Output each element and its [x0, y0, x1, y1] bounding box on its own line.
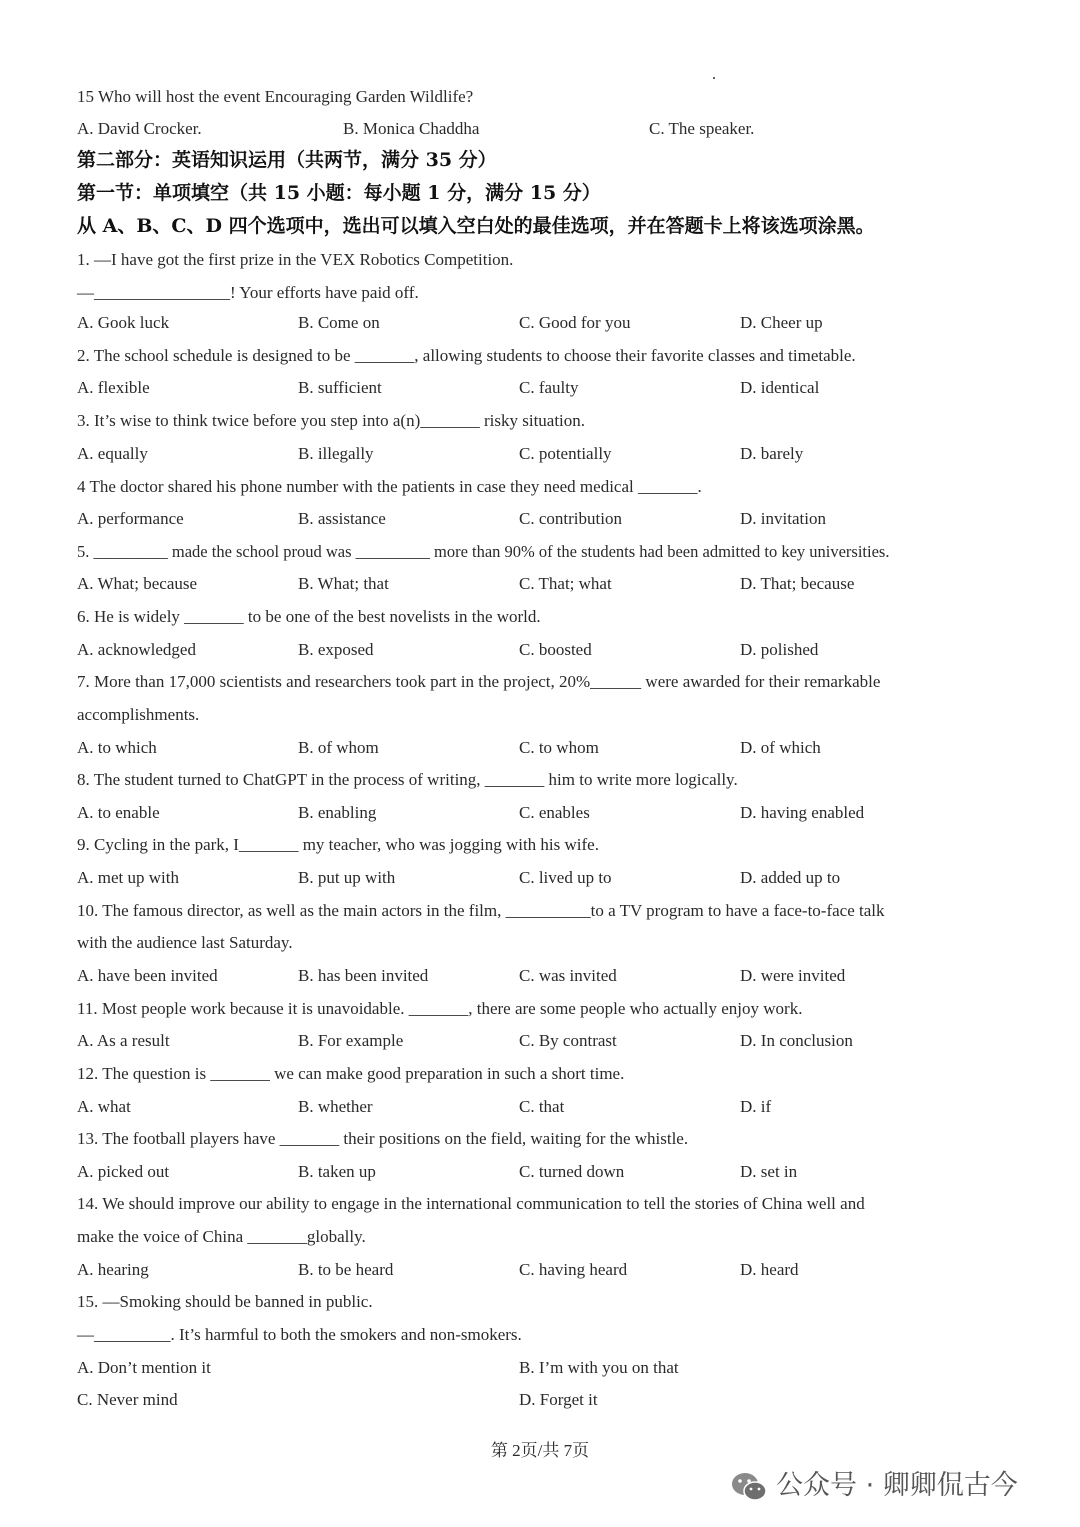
scan-speck: [713, 77, 715, 79]
question-13-option-a: A. picked out: [77, 1162, 170, 1181]
question-10-option-b: B. has been invited: [298, 966, 429, 985]
question-8-option-b: B. enabling: [298, 803, 377, 822]
question-6-option-c: C. boosted: [519, 640, 592, 659]
question-14-option-b: B. to be heard: [298, 1260, 394, 1279]
question-11-option-c: C. By contrast: [519, 1031, 617, 1050]
question-11-option-a: A. As a result: [77, 1031, 170, 1050]
question-6-option-a: A. acknowledged: [77, 640, 196, 659]
question-3-line-1: 3. It’s wise to think twice before you step into a(n)_______ risky situation.: [77, 411, 586, 430]
question-11-option-d: D. In conclusion: [740, 1031, 853, 1050]
section1-heading: 第一节：单项填空（共 15 小题：每小题 1 分，满分 15 分）: [77, 182, 601, 204]
question-1-line-1: 1. —I have got the first prize in the VEX Robotics Competition.: [77, 250, 514, 269]
question-14-option-c: C. having heard: [519, 1260, 628, 1279]
question-12-option-a: A. what: [77, 1097, 131, 1116]
question-11-line-1: 11. Most people work because it is unavoidable. _______, there are some people who actually enjoy work.: [77, 999, 803, 1018]
question-15-line-1: 15. —Smoking should be banned in public.: [77, 1292, 373, 1311]
question-3-option-a: A. equally: [77, 444, 148, 463]
question-1-line-2: —________________! Your efforts have paid off.: [77, 283, 419, 302]
question-13-option-d: D. set in: [740, 1162, 798, 1181]
question-9-option-c: C. lived up to: [519, 868, 612, 887]
question-4-line-1: 4 The doctor shared his phone number with the patients in case they need medical _______.: [77, 477, 702, 496]
question-11-option-b: B. For example: [298, 1031, 404, 1050]
question-7-option-c: C. to whom: [519, 738, 599, 757]
listening-q15-option-b: B. Monica Chaddha: [343, 119, 480, 138]
question-10-option-c: C. was invited: [519, 966, 617, 985]
question-12-option-b: B. whether: [298, 1097, 373, 1116]
part2-heading: 第二部分：英语知识运用（共两节，满分 35 分）: [77, 149, 497, 171]
question-2-option-a: A. flexible: [77, 378, 150, 397]
listening-q15-stem: 15 Who will host the event Encouraging Garden Wildlife?: [77, 87, 474, 106]
question-8-option-d: D. having enabled: [740, 803, 865, 822]
question-9-option-d: D. added up to: [740, 868, 841, 887]
question-10-line-1: 10. The famous director, as well as the main actors in the film, __________to a TV program to have a face-to-face talk: [77, 901, 885, 920]
question-5-option-a: A. What; because: [77, 574, 198, 593]
question-6-option-b: B. exposed: [298, 640, 374, 659]
question-5-line-1: 5. _________ made the school proud was _________ more than 90% of the students had been admitted to key universities.: [77, 542, 890, 561]
question-15-option-c: C. Never mind: [77, 1390, 178, 1409]
question-2-option-b: B. sufficient: [298, 378, 382, 397]
wechat-icon: [730, 1471, 768, 1503]
question-15-line-2: —_________. It’s harmful to both the smokers and non-smokers.: [77, 1325, 522, 1344]
question-10-option-a: A. have been invited: [77, 966, 218, 985]
watermark-text: 公众号 · 卿卿侃古今: [776, 1470, 1018, 1501]
question-12-option-c: C. that: [519, 1097, 565, 1116]
question-2-line-1: 2. The school schedule is designed to be _______, allowing students to choose their favorite classes and timetable.: [77, 346, 856, 365]
listening-q15-option-a: A. David Crocker.: [77, 119, 202, 138]
question-14-line-1: 14. We should improve our ability to engage in the international communication to tell the stories of China well and: [77, 1194, 865, 1213]
question-13-option-c: C. turned down: [519, 1162, 625, 1181]
question-4-option-b: B. assistance: [298, 509, 386, 528]
question-5-option-b: B. What; that: [298, 574, 389, 593]
listening-q15-option-c: C. The speaker.: [649, 119, 755, 138]
question-8-line-1: 8. The student turned to ChatGPT in the process of writing, _______ him to write more logically.: [77, 770, 738, 789]
question-7-line-2: accomplishments.: [77, 705, 200, 724]
question-4-option-a: A. performance: [77, 509, 184, 528]
question-6-option-d: D. polished: [740, 640, 819, 659]
question-13-option-b: B. taken up: [298, 1162, 376, 1181]
question-6-line-1: 6. He is widely _______ to be one of the best novelists in the world.: [77, 607, 541, 626]
question-1-option-b: B. Come on: [298, 313, 380, 332]
question-7-option-b: B. of whom: [298, 738, 379, 757]
question-15-option-b: B. I’m with you on that: [519, 1358, 679, 1377]
question-9-line-1: 9. Cycling in the park, I_______ my teacher, who was jogging with his wife.: [77, 835, 599, 854]
question-8-option-a: A. to enable: [77, 803, 160, 822]
wechat-watermark: [730, 1463, 1018, 1503]
instruction-text: 从 A、B、C、D 四个选项中，选出可以填入空白处的最佳选项，并在答题卡上将该选项涂黑。: [77, 215, 875, 237]
question-7-option-a: A. to which: [77, 738, 157, 757]
question-10-option-d: D. were invited: [740, 966, 846, 985]
question-5-option-d: D. That; because: [740, 574, 855, 593]
question-13-line-1: 13. The football players have _______ their positions on the field, waiting for the whistle.: [77, 1129, 689, 1148]
question-9-option-a: A. met up with: [77, 868, 179, 887]
question-1-option-a: A. Gook luck: [77, 313, 170, 332]
question-7-option-d: D. of which: [740, 738, 821, 757]
question-1-option-c: C. Good for you: [519, 313, 631, 332]
question-2-option-d: D. identical: [740, 378, 820, 397]
question-14-option-a: A. hearing: [77, 1260, 149, 1279]
question-3-option-d: D. barely: [740, 444, 804, 463]
question-9-option-b: B. put up with: [298, 868, 396, 887]
question-5-option-c: C. That; what: [519, 574, 612, 593]
question-1-option-d: D. Cheer up: [740, 313, 823, 332]
question-3-option-c: C. potentially: [519, 444, 612, 463]
question-12-option-d: D. if: [740, 1097, 772, 1116]
page-number-footer: 第 2页/共 7页: [490, 1441, 590, 1460]
question-15-option-d: D. Forget it: [519, 1390, 598, 1409]
question-15-option-a: A. Don’t mention it: [77, 1358, 211, 1377]
question-10-line-2: with the audience last Saturday.: [77, 933, 293, 952]
question-14-line-2: make the voice of China _______globally.: [77, 1227, 366, 1246]
question-12-line-1: 12. The question is _______ we can make good preparation in such a short time.: [77, 1064, 625, 1083]
question-3-option-b: B. illegally: [298, 444, 374, 463]
question-8-option-c: C. enables: [519, 803, 590, 822]
question-7-line-1: 7. More than 17,000 scientists and researchers took part in the project, 20%______ were awarded for their remarkable: [77, 672, 881, 691]
question-4-option-c: C. contribution: [519, 509, 622, 528]
question-2-option-c: C. faulty: [519, 378, 579, 397]
question-4-option-d: D. invitation: [740, 509, 826, 528]
question-14-option-d: D. heard: [740, 1260, 799, 1279]
